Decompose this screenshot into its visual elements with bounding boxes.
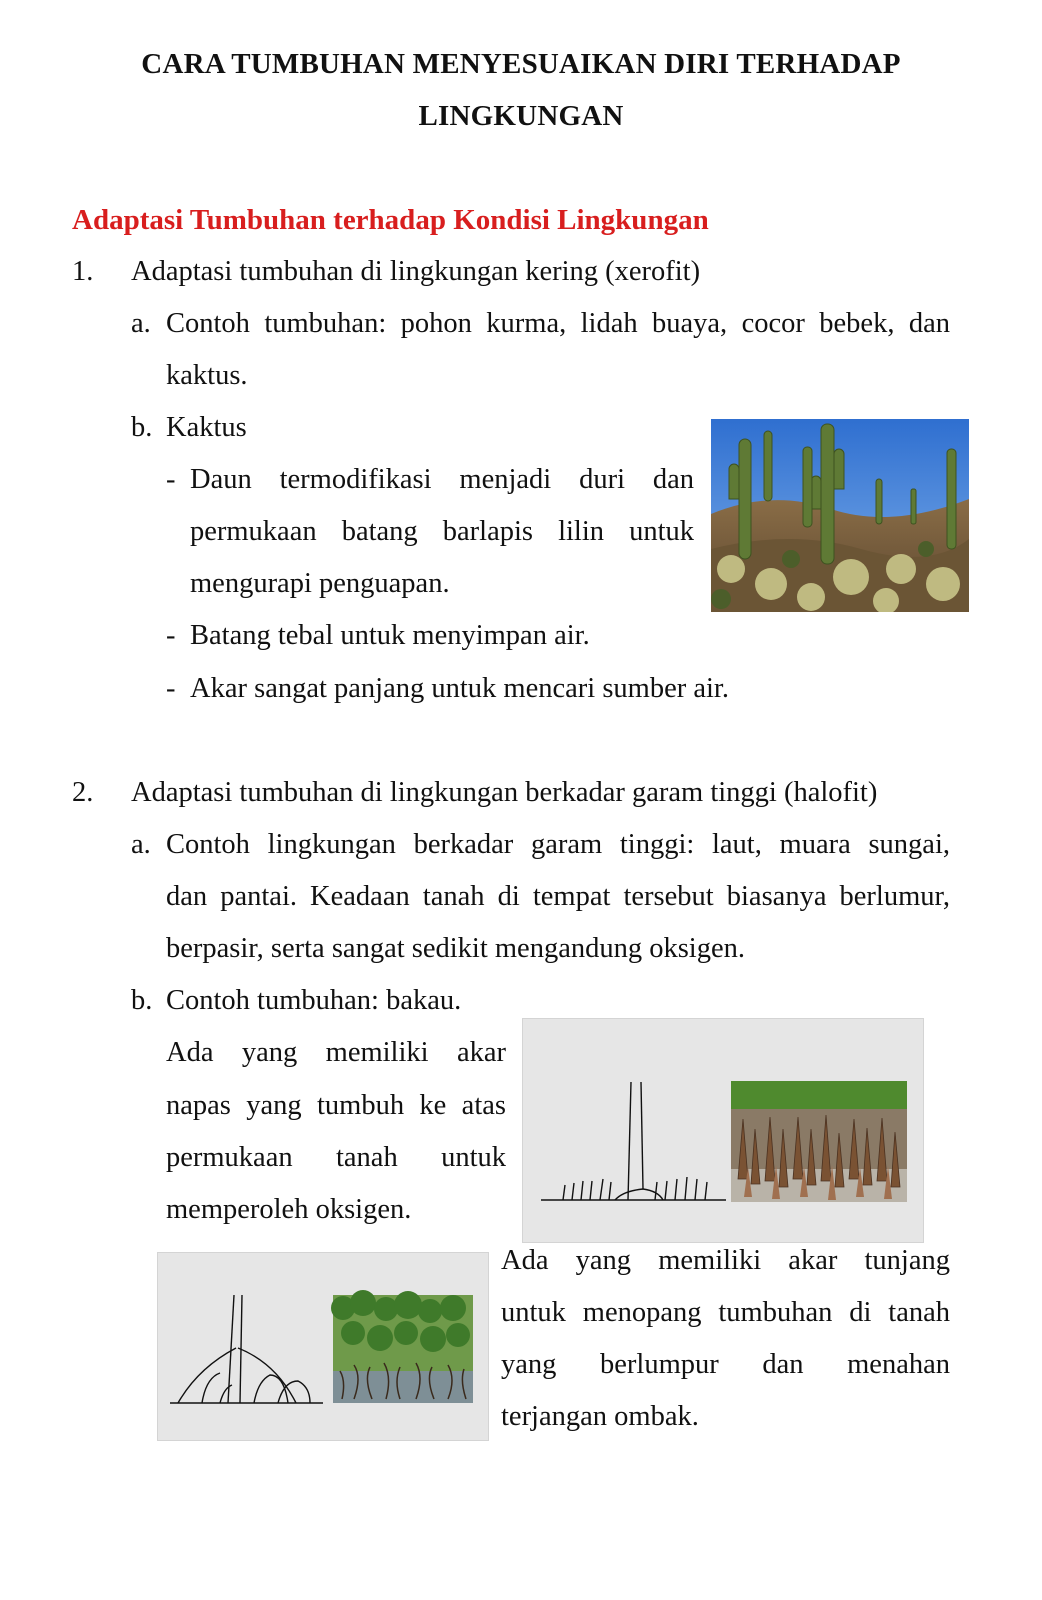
napas-root-diagram: [541, 1082, 726, 1200]
item-1b-title: Kaktus: [166, 412, 247, 443]
tunjang-line-2: untuk menopang tumbuhan di tanah: [501, 1297, 950, 1328]
item-1b-marker: b.: [131, 412, 153, 443]
tunjang-line-3: yang berlumpur dan menahan: [501, 1349, 950, 1380]
item-2-heading: Adaptasi tumbuhan di lingkungan berkadar garam tinggi (halofit): [131, 777, 878, 808]
item-2a-line-3: berpasir, serta sangat sedikit mengandung oksigen.: [166, 933, 746, 964]
item-1-heading: Adaptasi tumbuhan di lingkungan kering (xerofit): [131, 256, 701, 287]
tunjang-root-diagram: [170, 1295, 323, 1403]
napas-line-3: permukaan tanah untuk: [166, 1142, 506, 1173]
napas-line-4: memperoleh oksigen.: [166, 1194, 412, 1225]
cactus-photo: [711, 419, 969, 612]
bullet-dash: -: [166, 464, 176, 495]
page-title: CARA TUMBUHAN MENYESUAIKAN DIRI TERHADAP: [141, 48, 901, 80]
napas-line-2: napas yang tumbuh ke atas: [166, 1090, 506, 1121]
napas-root-figure: [522, 1018, 924, 1243]
bullet-2-text: Batang tebal untuk menyimpan air.: [190, 620, 590, 651]
item-2b-marker: b.: [131, 985, 153, 1016]
item-1-number: 1.: [72, 256, 94, 287]
item-2a-line-1: Contoh lingkungan berkadar garam tinggi: laut, muara sungai,: [166, 829, 950, 860]
bullet-dash: -: [166, 620, 176, 651]
item-2a-line-2: dan pantai. Keadaan tanah di tempat tersebut biasanya berlumur,: [166, 881, 950, 912]
tunjang-root-photo: [331, 1290, 473, 1403]
bullet-dash: -: [166, 673, 176, 704]
napas-root-photo: [731, 1081, 907, 1202]
item-1a-text-cont: kaktus.: [166, 360, 248, 391]
item-2a-marker: a.: [131, 829, 151, 860]
tunjang-root-figure: [157, 1252, 489, 1441]
page-title-line-2: LINGKUNGAN: [418, 100, 624, 132]
bullet-1-line-2: permukaan batang barlapis lilin untuk: [190, 516, 694, 547]
tunjang-line-4: terjangan ombak.: [501, 1401, 699, 1432]
bullet-3-text: Akar sangat panjang untuk mencari sumber air.: [190, 673, 729, 704]
bullet-1-line-3: mengurapi penguapan.: [190, 568, 450, 599]
item-1a-text: Contoh tumbuhan: pohon kurma, lidah buaya, cocor bebek, dan: [166, 308, 950, 339]
section-heading: Adaptasi Tumbuhan terhadap Kondisi Lingkungan: [72, 204, 709, 236]
tunjang-line-1: Ada yang memiliki akar tunjang: [501, 1245, 950, 1276]
item-2b-title: Contoh tumbuhan: bakau.: [166, 985, 462, 1016]
napas-line-1: Ada yang memiliki akar: [166, 1037, 506, 1068]
item-1a-marker: a.: [131, 308, 151, 339]
item-2-number: 2.: [72, 777, 94, 808]
bullet-1-line-1: Daun termodifikasi menjadi duri dan: [190, 464, 694, 495]
